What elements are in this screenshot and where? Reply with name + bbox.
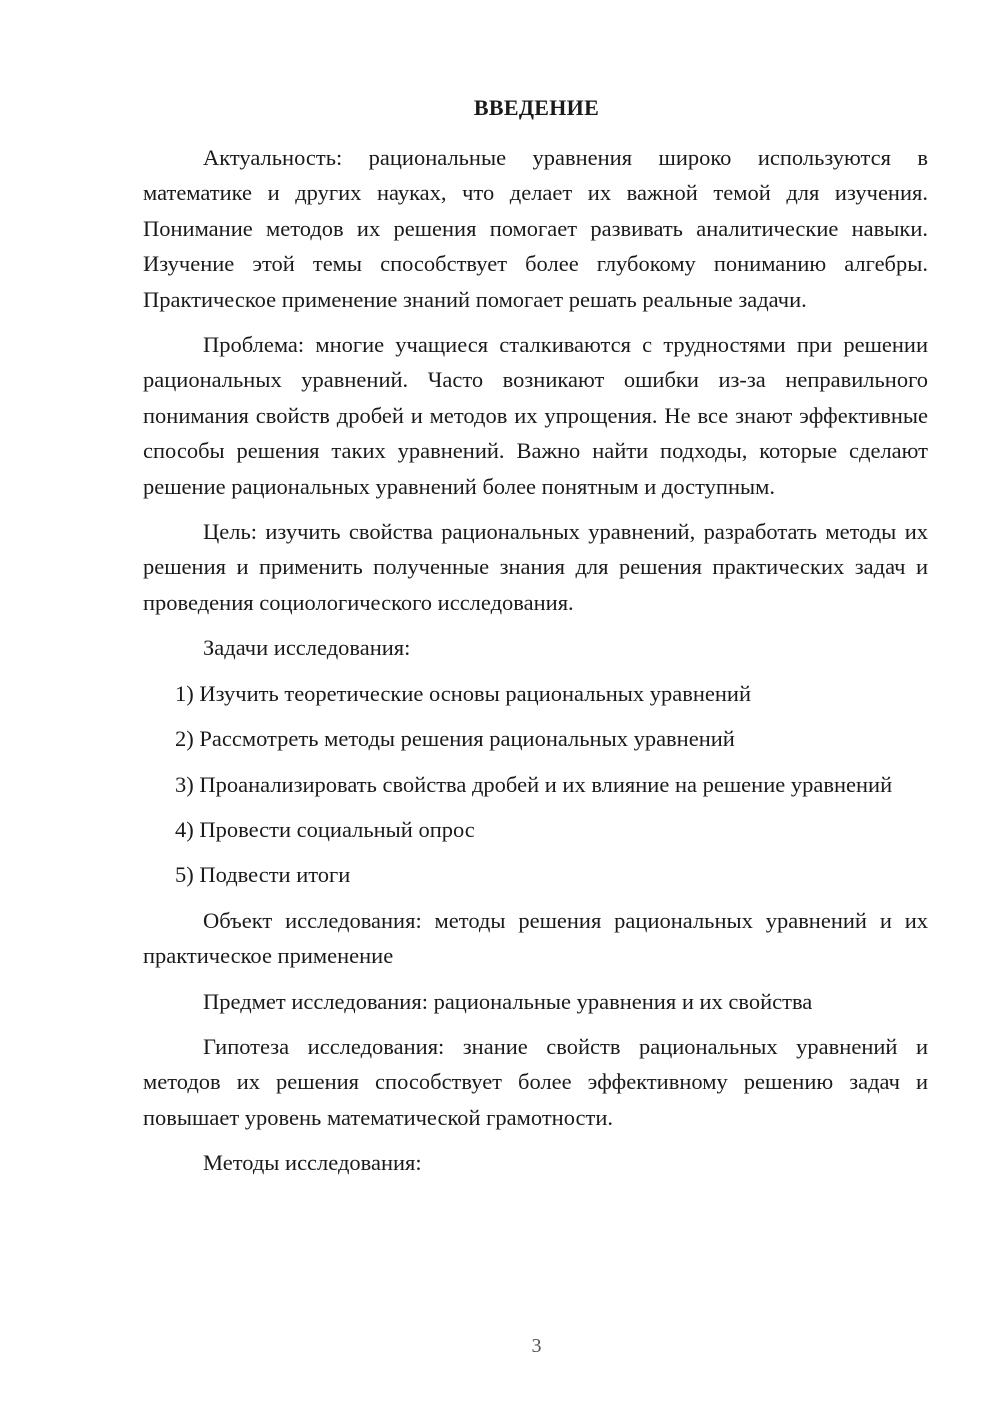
paragraph-hypothesis: Гипотеза исследования: знание свойств рациональных уравнений и методов их решения способствует более эффективному решению задач и повышает уровень математической грамотности. — [143, 1033, 928, 1130]
list-item: 4) Провести социальный опрос — [175, 816, 475, 842]
paragraph-methods: Методы исследования: — [203, 1150, 422, 1176]
body-text — [143, 140, 928, 1191]
list-item: 5) Подвести итоги — [175, 862, 351, 888]
paragraph-relevance: Актуальность: рациональные уравнения широко используются в математике и других науках, что делает их важной темой для изучения. Понимание методов их решения помогает развивать аналитические навыки. Изучение этой темы способствует более глубокому пониманию алгебры. Практическое применение знаний помогает решать реальные задачи. — [143, 145, 928, 312]
list-item: 3) Проанализировать свойства дробей и их влияние на решение уравнений — [175, 771, 893, 797]
paragraph-tasks-heading: Задачи исследования: — [203, 635, 411, 661]
paragraph-subject: Предмет исследования: рациональные уравнения и их свойства — [203, 988, 813, 1014]
section-title: ВВЕДЕНИЕ — [473, 95, 600, 120]
paragraph-problem: Проблема: многие учащиеся сталкиваются с трудностями при решении рациональных уравнений. Часто возникают ошибки из-за неправильного понимания свойств дробей и методов их упрощения. Не все знают эффективные способы решения таких уравнений. Важно найти подходы, которые сделают решение рациональных уравнений более понятным и доступным. — [143, 332, 928, 499]
page-number: 3 — [531, 1335, 542, 1357]
list-item: 2) Рассмотреть методы решения рациональных уравнений — [175, 726, 735, 752]
list-item: 1) Изучить теоретические основы рациональных уравнений — [175, 680, 752, 706]
paragraph-object: Объект исследования: методы решения рациональных уравнений и их практическое применение — [143, 907, 928, 969]
paragraph-goal: Цель: изучить свойства рациональных уравнений, разработать методы их решения и применить полученные знания для решения практических задач и проведения социологического исследования. — [143, 519, 928, 615]
